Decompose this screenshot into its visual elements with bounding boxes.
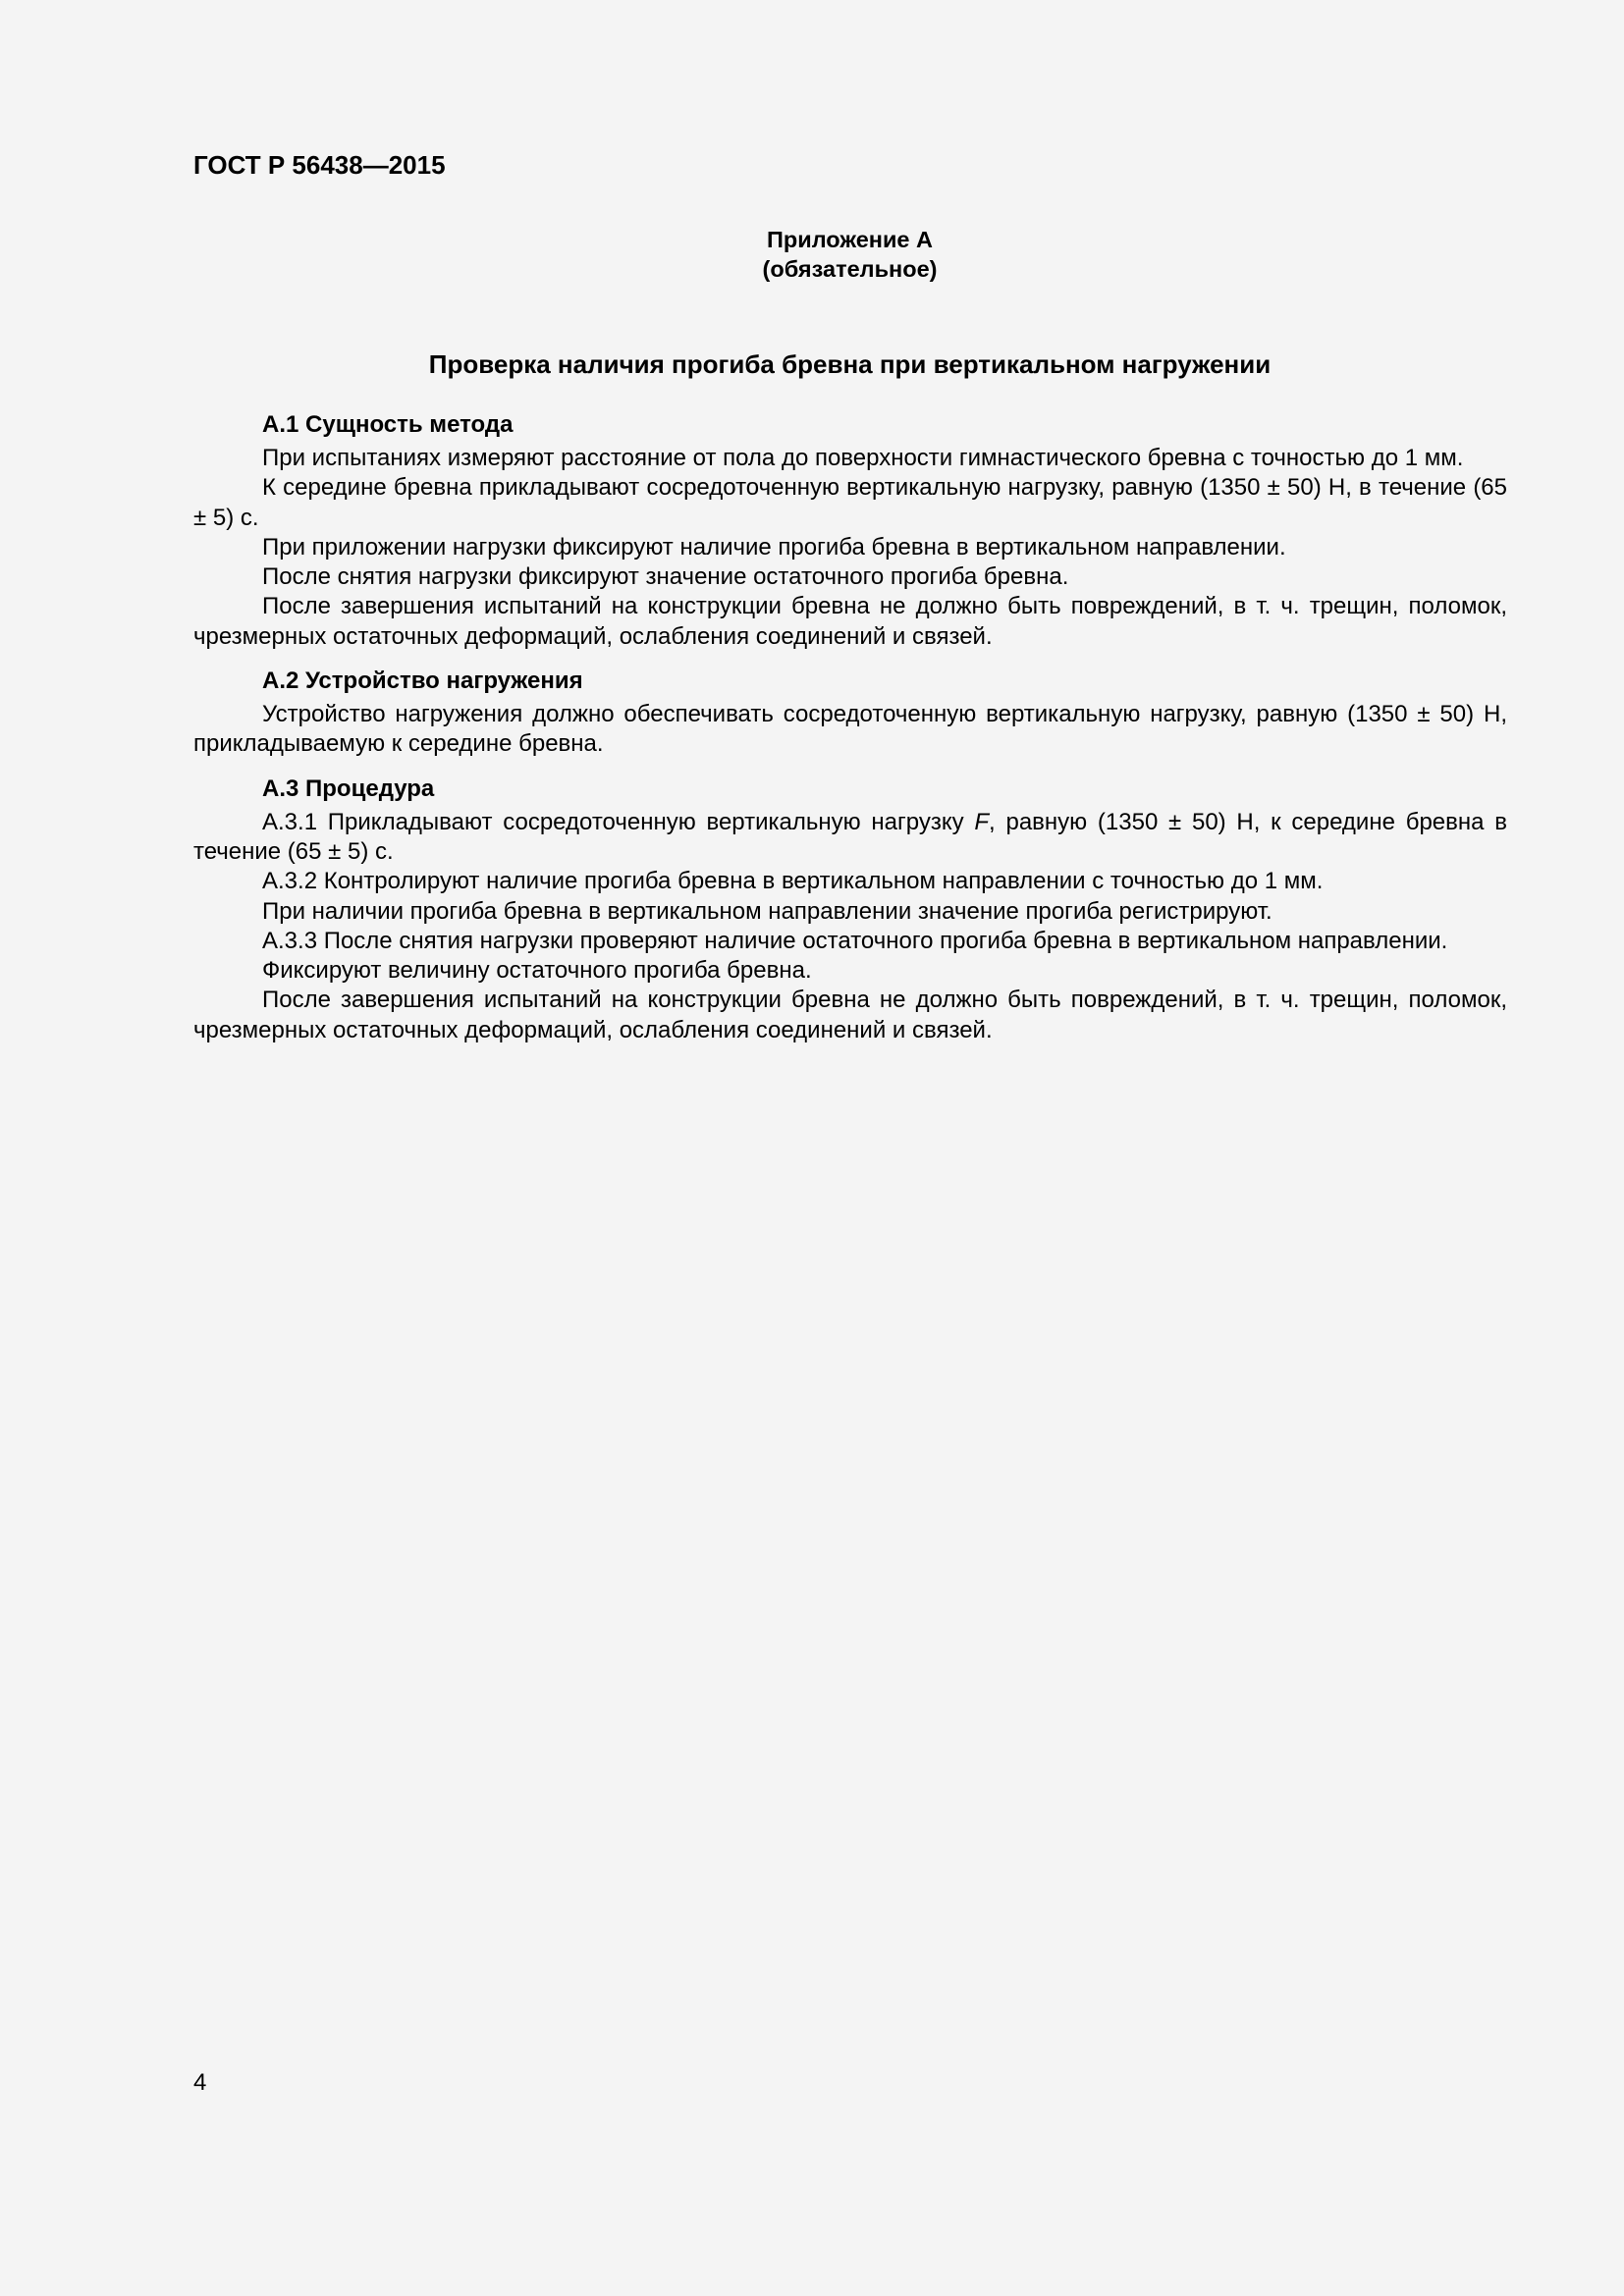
paragraph: А.3.2 Контролируют наличие прогиба бревна в вертикальном направлении с точностью до 1 мм. [262, 868, 1324, 895]
paragraph: При наличии прогиба бревна в вертикальном направлении значение прогиба регистрируют. [262, 897, 1272, 925]
paragraph: После завершения испытаний на конструкции бревна не должно быть повреждений, в т. ч. трещин, поломок, чрезмерных остаточных деформаций, ослабления соединений и связей. [193, 593, 1507, 650]
section-a2 [193, 667, 1507, 760]
paragraph: Фиксируют величину остаточного прогиба бревна. [262, 957, 812, 985]
document-body [193, 410, 1507, 1045]
section-a1 [193, 410, 1507, 652]
annex-title: Проверка наличия прогиба бревна при вертикальном нагружении [428, 349, 1272, 379]
section-heading: А.1 Сущность метода [262, 411, 514, 438]
section-heading: А.3 Процедура [262, 774, 435, 802]
paragraph: А.3.3 После снятия нагрузки проверяют наличие остаточного прогиба бревна в вертикальном направлении. [262, 927, 1448, 954]
appendix-label: Приложение А [767, 227, 933, 252]
appendix-heading [193, 225, 1506, 284]
paragraph: После завершения испытаний на конструкции бревна не должно быть повреждений, в т. ч. трещин, поломок, чрезмерных остаточных деформаций, ослабления соединений и связей. [193, 987, 1507, 1043]
section-heading: А.2 Устройство нагружения [262, 667, 583, 695]
paragraph-a3-1 [193, 808, 1507, 868]
force-symbol: F [974, 808, 990, 835]
text-run: , равную (1350 ± 50) Н, к середине бревна в течение (65 ± 5) с. [193, 808, 1507, 865]
paragraph: После снятия нагрузки фиксируют значение остаточного прогиба бревна. [262, 563, 1069, 591]
paragraph: К середине бревна прикладывают сосредоточенную вертикальную нагрузку, равную (1350 ± 50) Н, в течение (65 ± 5) с. [193, 474, 1507, 531]
paragraph: При испытаниях измеряют расстояние от пола до поверхности гимнастического бревна с точностью до 1 мм. [262, 445, 1464, 471]
section-a3 [193, 774, 1507, 1045]
document-code: ГОСТ Р 56438—2015 [193, 150, 446, 180]
page-number: 4 [193, 2069, 207, 2096]
appendix-status: (обязательное) [762, 256, 938, 282]
paragraph: При приложении нагрузки фиксируют наличие прогиба бревна в вертикальном направлении. [262, 533, 1286, 561]
text-run: А.3.1 Прикладывают сосредоточенную вертикальную нагрузку [262, 808, 975, 835]
paragraph: Устройство нагружения должно обеспечивать сосредоточенную вертикальную нагрузку, равную (1350 ± 50) Н, прикладываемую к середине бревна. [193, 701, 1507, 758]
